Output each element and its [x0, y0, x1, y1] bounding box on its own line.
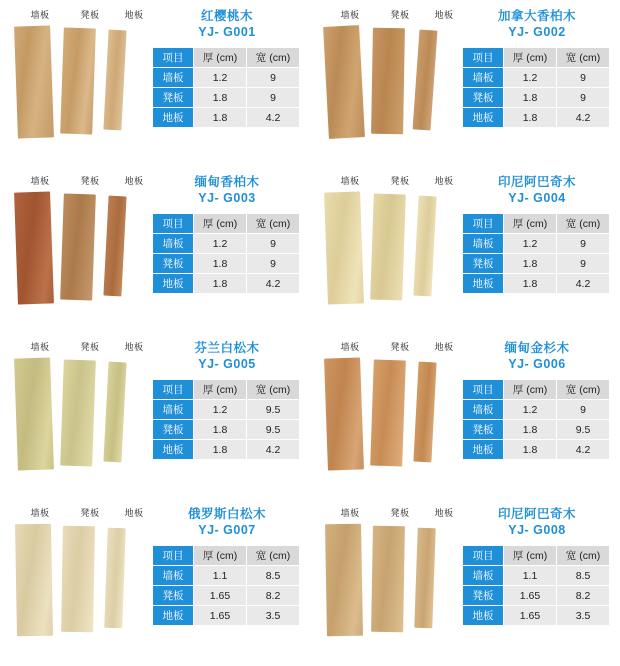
cell-thickness: 1.65 — [504, 606, 557, 626]
row-label: 凳板 — [153, 88, 194, 108]
row-label: 凳板 — [153, 420, 194, 440]
sample-label-wall: 墙板 — [30, 342, 50, 352]
product-name: 印尼阿巴奇木 — [497, 507, 576, 521]
cell-width: 4.2 — [557, 440, 610, 460]
cell-thickness: 1.8 — [194, 440, 247, 460]
cell-thickness: 1.2 — [194, 234, 247, 254]
product-info — [152, 506, 302, 626]
cell-thickness: 1.8 — [194, 108, 247, 128]
header-thickness: 厚 (cm) — [194, 48, 247, 68]
board-stool-image — [61, 526, 95, 633]
sample-label-group — [14, 340, 154, 354]
product-card-3 — [0, 166, 310, 332]
board-images — [14, 24, 154, 154]
board-stool-image — [370, 193, 406, 300]
header-thickness: 厚 (cm) — [194, 546, 247, 566]
product-code: YJ- G008 — [508, 523, 566, 537]
cell-width: 9 — [247, 68, 300, 88]
sample-label-stool: 凳板 — [390, 176, 410, 186]
cell-width: 4.2 — [247, 108, 300, 128]
cell-thickness: 1.65 — [504, 586, 557, 606]
sample-label-stool: 凳板 — [390, 10, 410, 20]
sample-label-floor: 地板 — [434, 176, 454, 186]
wood-samples — [324, 174, 464, 324]
product-code: YJ- G004 — [508, 191, 566, 205]
product-code: YJ- G006 — [508, 357, 566, 371]
table-row — [463, 274, 610, 294]
board-images — [324, 522, 464, 652]
cell-thickness: 1.8 — [504, 108, 557, 128]
cell-thickness: 1.2 — [504, 400, 557, 420]
board-stool-image — [370, 359, 406, 466]
board-images — [14, 522, 154, 652]
cell-width: 9 — [557, 68, 610, 88]
sample-label-floor: 地板 — [434, 508, 454, 518]
row-label: 地板 — [463, 606, 504, 626]
header-thickness: 厚 (cm) — [504, 214, 557, 234]
row-label: 地板 — [153, 108, 194, 128]
sample-label-floor: 地板 — [434, 10, 454, 20]
sample-label-stool: 凳板 — [390, 342, 410, 352]
row-label: 凳板 — [463, 586, 504, 606]
product-info — [462, 340, 612, 460]
sample-label-wall: 墙板 — [340, 176, 360, 186]
sample-label-stool: 凳板 — [80, 176, 100, 186]
spec-table — [462, 47, 610, 128]
cell-width: 9 — [557, 234, 610, 254]
board-wall-image — [324, 191, 364, 304]
table-row — [463, 440, 610, 460]
header-item: 项目 — [463, 546, 504, 566]
board-stool-image — [371, 28, 405, 135]
sample-label-group — [324, 174, 464, 188]
header-width: 宽 (cm) — [557, 214, 610, 234]
table-row — [463, 586, 610, 606]
row-label: 凳板 — [153, 586, 194, 606]
table-row — [153, 234, 300, 254]
header-width: 宽 (cm) — [557, 48, 610, 68]
board-floor-image — [103, 196, 126, 297]
product-name: 加拿大香柏木 — [497, 9, 576, 23]
table-row — [463, 68, 610, 88]
board-floor-image — [413, 196, 436, 297]
header-width: 宽 (cm) — [247, 214, 300, 234]
cell-thickness: 1.2 — [194, 400, 247, 420]
board-wall-image — [14, 191, 54, 304]
header-item: 项目 — [153, 380, 194, 400]
table-row — [153, 274, 300, 294]
row-label: 墙板 — [463, 234, 504, 254]
product-code: YJ- G005 — [198, 357, 256, 371]
header-width: 宽 (cm) — [247, 380, 300, 400]
row-label: 地板 — [463, 274, 504, 294]
cell-width: 3.5 — [557, 606, 610, 626]
row-label: 地板 — [463, 440, 504, 460]
cell-thickness: 1.8 — [194, 254, 247, 274]
table-row — [153, 606, 300, 626]
sample-label-group — [324, 8, 464, 22]
board-images — [14, 356, 154, 486]
row-label: 凳板 — [463, 420, 504, 440]
table-header-row — [153, 546, 300, 566]
header-thickness: 厚 (cm) — [194, 380, 247, 400]
table-row — [153, 254, 300, 274]
sample-label-floor: 地板 — [124, 10, 144, 20]
cell-width: 9 — [247, 234, 300, 254]
product-code: YJ- G007 — [198, 523, 256, 537]
product-code: YJ- G003 — [198, 191, 256, 205]
board-stool-image — [371, 526, 405, 633]
board-stool-image — [60, 359, 96, 466]
product-info — [462, 8, 612, 128]
product-name: 俄罗斯白松木 — [187, 507, 266, 521]
sample-label-floor: 地板 — [124, 508, 144, 518]
spec-table — [152, 213, 300, 294]
table-header-row — [463, 48, 610, 68]
sample-label-group — [14, 506, 154, 520]
cell-width: 8.2 — [557, 586, 610, 606]
product-card-4 — [310, 166, 620, 332]
spec-table — [152, 379, 300, 460]
product-name: 红樱桃木 — [200, 9, 253, 23]
sample-label-wall: 墙板 — [30, 10, 50, 20]
sample-label-group — [324, 506, 464, 520]
sample-label-wall: 墙板 — [30, 508, 50, 518]
row-label: 地板 — [153, 440, 194, 460]
cell-width: 4.2 — [557, 108, 610, 128]
header-item: 项目 — [153, 48, 194, 68]
board-wall-image — [14, 25, 54, 138]
sample-label-floor: 地板 — [434, 342, 454, 352]
header-width: 宽 (cm) — [557, 380, 610, 400]
row-label: 墙板 — [153, 68, 194, 88]
table-row — [153, 566, 300, 586]
cell-thickness: 1.1 — [194, 566, 247, 586]
board-wall-image — [323, 25, 365, 139]
board-floor-image — [414, 528, 435, 629]
product-card-2 — [310, 0, 620, 166]
cell-width: 4.2 — [247, 440, 300, 460]
cell-thickness: 1.8 — [504, 88, 557, 108]
board-floor-image — [413, 362, 436, 463]
cell-width: 8.5 — [557, 566, 610, 586]
header-thickness: 厚 (cm) — [504, 48, 557, 68]
row-label: 凳板 — [463, 88, 504, 108]
header-thickness: 厚 (cm) — [194, 214, 247, 234]
board-wall-image — [324, 357, 364, 470]
product-info — [152, 174, 302, 294]
board-images — [324, 24, 464, 154]
table-header-row — [153, 214, 300, 234]
product-code: YJ- G001 — [198, 25, 256, 39]
product-info — [462, 174, 612, 294]
table-row — [153, 420, 300, 440]
wood-samples — [324, 506, 464, 656]
product-name: 芬兰白松木 — [194, 341, 260, 355]
row-label: 地板 — [153, 606, 194, 626]
table-header-row — [153, 380, 300, 400]
header-thickness: 厚 (cm) — [504, 546, 557, 566]
sample-label-stool: 凳板 — [80, 10, 100, 20]
cell-width: 8.2 — [247, 586, 300, 606]
sample-label-wall: 墙板 — [340, 342, 360, 352]
sample-label-stool: 凳板 — [390, 508, 410, 518]
cell-thickness: 1.8 — [194, 88, 247, 108]
board-stool-image — [60, 193, 96, 300]
wood-samples — [14, 506, 154, 656]
sample-label-group — [324, 340, 464, 354]
header-item: 项目 — [153, 214, 194, 234]
product-name: 缅甸香柏木 — [194, 175, 260, 189]
cell-width: 9 — [247, 254, 300, 274]
wood-samples — [14, 8, 154, 158]
board-wall-image — [325, 524, 363, 637]
board-images — [324, 190, 464, 320]
sample-label-stool: 凳板 — [80, 508, 100, 518]
sample-label-group — [14, 8, 154, 22]
wood-samples — [14, 340, 154, 490]
product-card-5 — [0, 332, 310, 498]
cell-thickness: 1.65 — [194, 586, 247, 606]
cell-thickness: 1.1 — [504, 566, 557, 586]
product-card-8 — [310, 498, 620, 664]
cell-thickness: 1.8 — [504, 274, 557, 294]
table-row — [463, 566, 610, 586]
wood-samples — [14, 174, 154, 324]
spec-table — [462, 213, 610, 294]
board-floor-image — [103, 362, 126, 463]
sample-label-stool: 凳板 — [80, 342, 100, 352]
row-label: 地板 — [463, 108, 504, 128]
table-row — [463, 108, 610, 128]
sample-label-floor: 地板 — [124, 176, 144, 186]
board-floor-image — [104, 528, 125, 629]
spec-table — [462, 545, 610, 626]
table-row — [463, 606, 610, 626]
cell-width: 9 — [557, 88, 610, 108]
product-info — [152, 8, 302, 128]
header-item: 项目 — [463, 48, 504, 68]
wood-samples — [324, 340, 464, 490]
cell-width: 8.5 — [247, 566, 300, 586]
cell-thickness: 1.8 — [194, 274, 247, 294]
cell-thickness: 1.2 — [504, 234, 557, 254]
table-row — [153, 586, 300, 606]
table-row — [153, 440, 300, 460]
cell-width: 3.5 — [247, 606, 300, 626]
table-row — [463, 234, 610, 254]
table-row — [153, 400, 300, 420]
row-label: 墙板 — [153, 234, 194, 254]
sample-label-group — [14, 174, 154, 188]
board-images — [14, 190, 154, 320]
sample-label-wall: 墙板 — [340, 508, 360, 518]
product-name: 印尼阿巴奇木 — [497, 175, 576, 189]
header-width: 宽 (cm) — [247, 48, 300, 68]
table-row — [463, 420, 610, 440]
header-thickness: 厚 (cm) — [504, 380, 557, 400]
row-label: 地板 — [153, 274, 194, 294]
board-images — [324, 356, 464, 486]
product-card-1 — [0, 0, 310, 166]
product-card-6 — [310, 332, 620, 498]
row-label: 墙板 — [153, 400, 194, 420]
product-row — [0, 166, 620, 332]
table-row — [463, 254, 610, 274]
table-row — [153, 68, 300, 88]
product-row — [0, 498, 620, 664]
cell-width: 4.2 — [557, 274, 610, 294]
row-label: 墙板 — [153, 566, 194, 586]
cell-width: 9 — [247, 88, 300, 108]
row-label: 墙板 — [463, 68, 504, 88]
table-row — [153, 108, 300, 128]
product-code: YJ- G002 — [508, 25, 566, 39]
wood-samples — [324, 8, 464, 158]
table-header-row — [153, 48, 300, 68]
spec-table — [152, 47, 300, 128]
cell-width: 9.5 — [247, 420, 300, 440]
table-row — [463, 400, 610, 420]
board-floor-image — [413, 29, 438, 130]
cell-width: 9.5 — [247, 400, 300, 420]
cell-thickness: 1.8 — [504, 420, 557, 440]
spec-table — [462, 379, 610, 460]
header-width: 宽 (cm) — [557, 546, 610, 566]
header-item: 项目 — [463, 214, 504, 234]
product-row — [0, 332, 620, 498]
row-label: 凳板 — [153, 254, 194, 274]
header-item: 项目 — [463, 380, 504, 400]
product-info — [152, 340, 302, 460]
board-stool-image — [60, 27, 96, 134]
spec-table — [152, 545, 300, 626]
board-wall-image — [15, 524, 53, 637]
sample-label-floor: 地板 — [124, 342, 144, 352]
cell-width: 4.2 — [247, 274, 300, 294]
product-name: 缅甸金杉木 — [504, 341, 570, 355]
header-width: 宽 (cm) — [247, 546, 300, 566]
board-floor-image — [103, 30, 126, 131]
product-card-7 — [0, 498, 310, 664]
cell-width: 9.5 — [557, 420, 610, 440]
table-header-row — [463, 214, 610, 234]
row-label: 凳板 — [463, 254, 504, 274]
board-wall-image — [14, 357, 54, 470]
table-row — [463, 88, 610, 108]
header-item: 项目 — [153, 546, 194, 566]
cell-width: 9 — [557, 400, 610, 420]
row-label: 墙板 — [463, 400, 504, 420]
row-label: 墙板 — [463, 566, 504, 586]
sample-label-wall: 墙板 — [30, 176, 50, 186]
table-header-row — [463, 546, 610, 566]
cell-thickness: 1.8 — [504, 440, 557, 460]
cell-thickness: 1.8 — [194, 420, 247, 440]
cell-thickness: 1.2 — [194, 68, 247, 88]
cell-width: 9 — [557, 254, 610, 274]
cell-thickness: 1.65 — [194, 606, 247, 626]
sample-label-wall: 墙板 — [340, 10, 360, 20]
table-row — [153, 88, 300, 108]
product-info — [462, 506, 612, 626]
product-row — [0, 0, 620, 166]
cell-thickness: 1.8 — [504, 254, 557, 274]
table-header-row — [463, 380, 610, 400]
cell-thickness: 1.2 — [504, 68, 557, 88]
